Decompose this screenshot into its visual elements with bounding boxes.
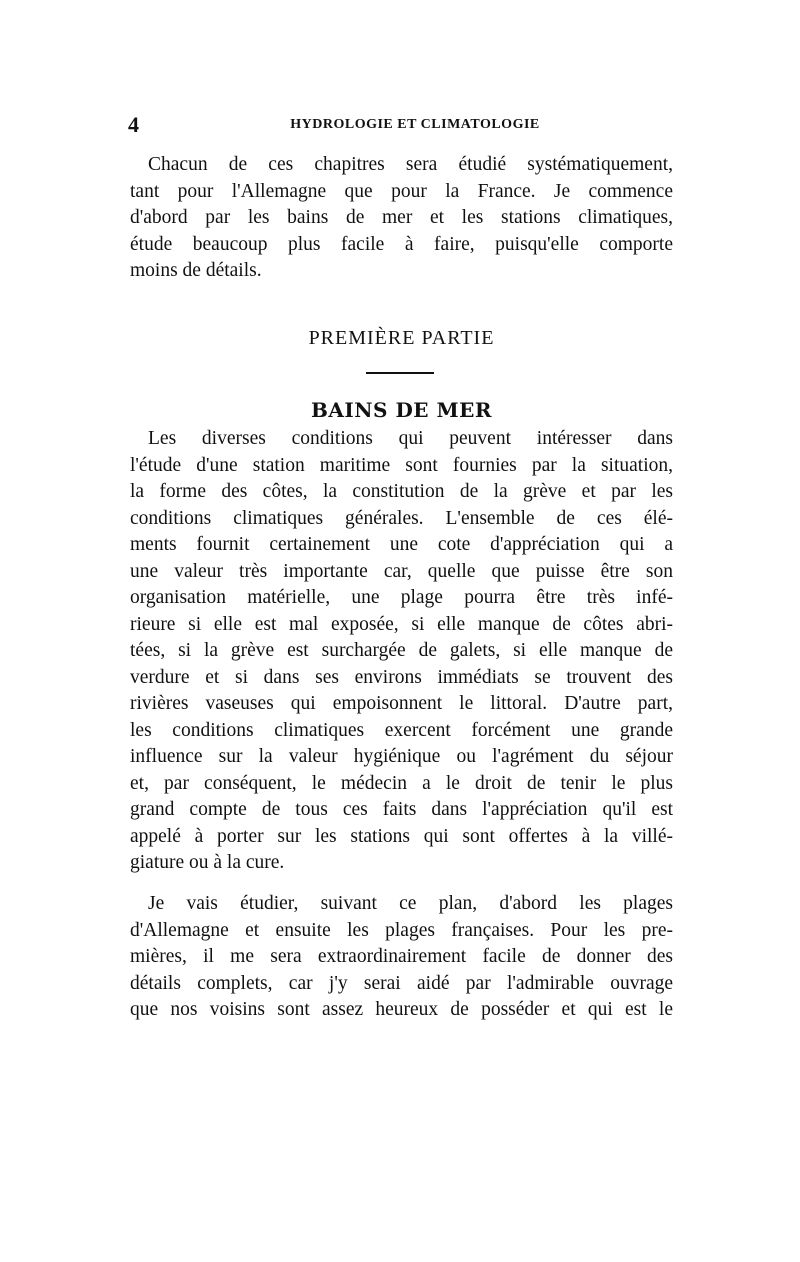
running-head [128, 112, 678, 142]
section-title: BAINS DE MER [310, 398, 493, 422]
text-line: détails complets, car j'y serai aidé par l'admirable ouvrage [130, 972, 673, 994]
text-line: tées, si la grève est surchargée de galets, si elle manque de [130, 640, 673, 661]
page-number: 4 [128, 112, 139, 137]
text-line: grand compte de tous ces faits dans l'appréciation qu'il est [130, 799, 673, 820]
text-line: d'abord par les bains de mer et les stations climatiques, [130, 207, 673, 228]
part-divider-rule [366, 372, 434, 374]
intro-paragraph [130, 152, 673, 285]
text-line: ments fournit certainement une cote d'appréciation qui a [130, 534, 673, 555]
text-line: verdure et si dans ses environs immédiats se trouvent des [130, 666, 673, 688]
text-line: d'Allemagne et ensuite les plages françaises. Pour les pre- [130, 919, 673, 941]
text-line: Les diverses conditions qui peuvent intéresser dans [148, 428, 673, 449]
text-line: mières, il me sera extraordinairement facile de donner des [130, 946, 673, 967]
text-line: rivières vaseuses qui empoisonnent le littoral. D'autre part, [130, 693, 673, 714]
text-line: et, par conséquent, le médecin a le droit de tenir le plus [130, 772, 673, 794]
text-line: Chacun de ces chapitres sera étudié systématiquement, [148, 154, 673, 175]
text-line: giature ou à la cure. [130, 852, 285, 873]
text-line: tant pour l'Allemagne que pour la France. Je commence [130, 180, 673, 202]
text-line: étude beaucoup plus facile à faire, puisqu'elle comporte [130, 233, 673, 255]
text-line: conditions climatiques générales. L'ensemble de ces élé- [130, 507, 673, 529]
text-line: les conditions climatiques exercent forcément une grande [130, 719, 673, 741]
text-line: rieure si elle est mal exposée, si elle manque de côtes abri- [130, 613, 673, 635]
text-line: influence sur la valeur hygiénique ou l'agrément du séjour [130, 746, 673, 767]
body-paragraph-1 [130, 426, 673, 877]
text-line: la forme des côtes, la constitution de la grève et par les [130, 481, 673, 502]
text-line: une valeur très importante car, quelle que puisse être son [130, 560, 673, 582]
text-line: Je vais étudier, suivant ce plan, d'abord les plages [148, 893, 673, 914]
body-paragraph-2 [130, 891, 673, 1024]
text-line: l'étude d'une station maritime sont fournies par la situation, [130, 454, 673, 476]
text-line: moins de détails. [130, 260, 262, 281]
part-title: PREMIÈRE PARTIE [308, 327, 495, 349]
text-line: appelé à porter sur les stations qui sont offertes à la villé- [130, 825, 673, 847]
running-title: HYDROLOGIE ET CLIMATOLOGIE [290, 117, 540, 132]
text-line: que nos voisins sont assez heureux de posséder et qui est le [130, 999, 673, 1020]
text-line: organisation matérielle, une plage pourra être très infé- [130, 587, 673, 608]
